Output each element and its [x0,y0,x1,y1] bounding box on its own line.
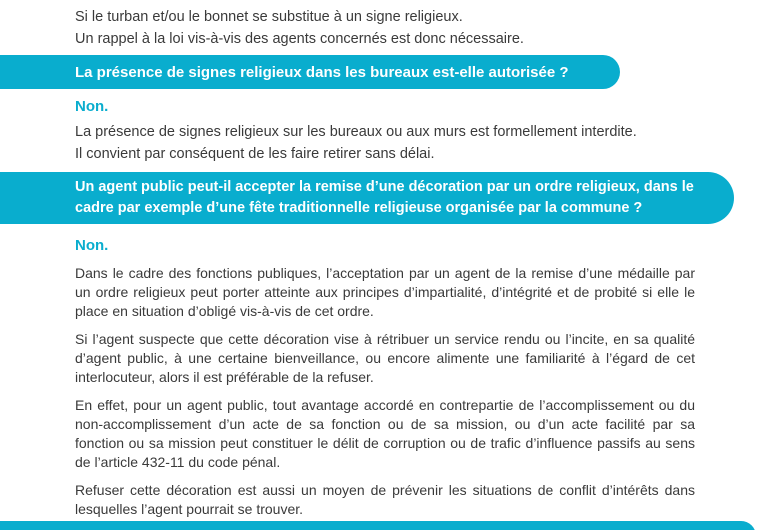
answer-label: Non. [75,98,109,115]
intro-line: Un rappel à la loi vis-à-vis des agents concernés est donc nécessaire. [75,31,524,47]
question-banner-offices [0,55,620,89]
intro-text-block [0,0,770,50]
question-banner-decoration [0,172,734,224]
answer-paragraph: En effet, pour un agent public, tout avantage accordé en contrepartie de l’accomplissement ou du non-accomplissement d’un acte de sa fonction ou de sa mission, ou d’un acte facilité par sa fonction ou sa mission peut constituer le délit de corruption ou de trafic d’influence passifs au sens de l’article 432-11 du code pénal. [75,397,695,470]
question-banner-label: Un agent public peut-il accepter la remise d’une décoration par un ordre religieux, dans le cadre par exemple d’une fête traditionnelle religieuse organisée par la commune ? [75,179,694,216]
next-question-banner-partial [0,521,756,530]
intro-line: Si le turban et/ou le bonnet se substitue à un signe religieux. [75,9,463,25]
answer-paragraph: Si l’agent suspecte que cette décoration vise à rétribuer un service rendu ou l’incite, en sa qualité d’agent public, à une certaine bienveillance, ou encore alimente une familiarité à l’égard de cet interlocuteur, alors il est préférable de la refuser. [75,331,695,385]
answer-paragraph: Dans le cadre des fonctions publiques, l’acceptation par un agent de la remise d’une médaille par un ordre religieux peut porter atteinte aux principes d’impartialité, d’intégrité et de probité si elle le place en situation d’obligé vis-à-vis de cet ordre. [75,265,695,319]
answer-text-block [75,121,770,165]
answer-paragraph: Refuser cette décoration est aussi un moyen de prévenir les situations de conflit d’intérêts dans lesquelles l’agent pourrait se trouver. [75,482,695,517]
answer-line: La présence de signes religieux sur les bureaux ou aux murs est formellement interdite. [75,124,637,140]
answer-line: Il convient par conséquent de les faire retirer sans délai. [75,146,435,162]
question-banner-label: La présence de signes religieux dans les bureaux est-elle autorisée ? [75,63,569,81]
answer-label: Non. [75,237,109,254]
